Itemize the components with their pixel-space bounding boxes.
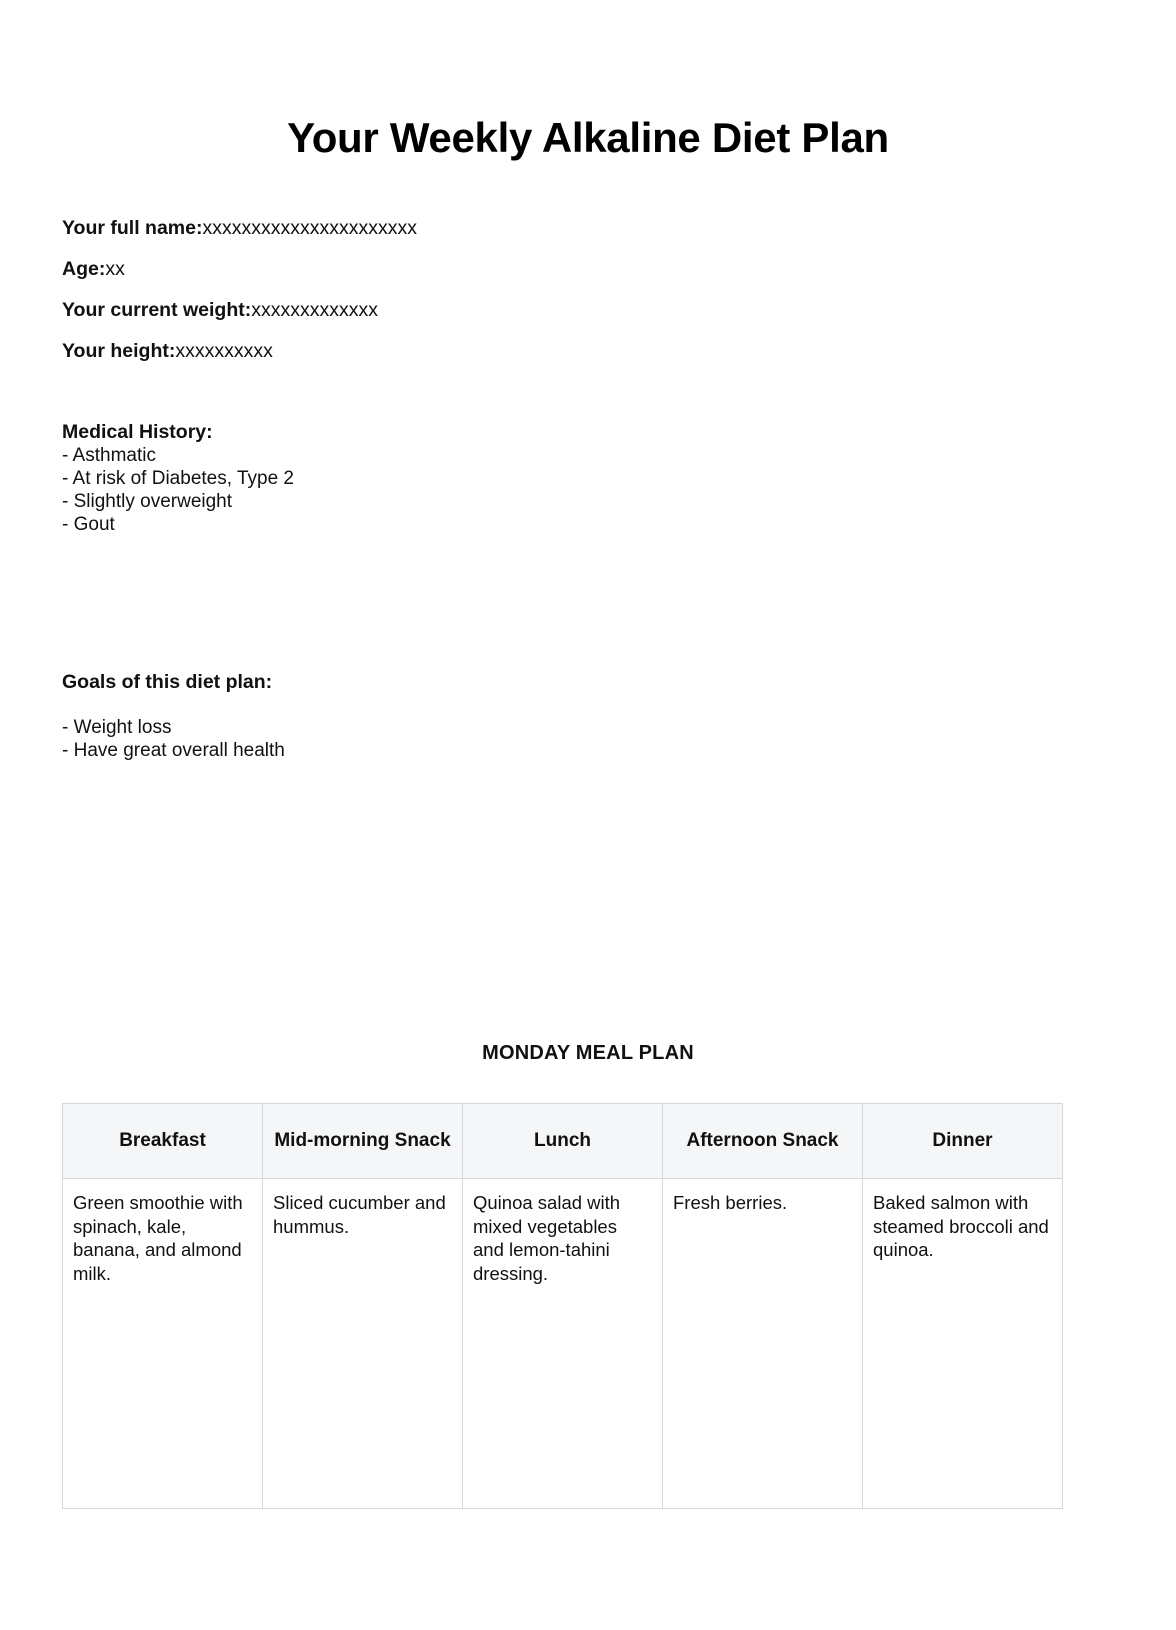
field-full-name [62,208,962,249]
cell-dinner[interactable] [863,1179,1063,1509]
cell-lunch[interactable] [463,1179,663,1509]
field-height-label: Your height: [62,340,176,362]
field-full-name-label: Your full name: [62,217,203,239]
column-header-afternoon-snack: Afternoon Snack [663,1104,863,1179]
cell-mid-morning-snack-text: Sliced cucumber and hummus. [273,1192,446,1237]
field-height-value[interactable]: xxxxxxxxxx [175,340,273,362]
field-age [62,249,962,290]
cell-afternoon-snack-text: Fresh berries. [673,1192,788,1213]
list-item: - Have great overall health [62,740,285,761]
meal-plan-table-head [63,1104,1063,1179]
goals-heading: Goals of this diet plan: [62,671,273,693]
page-title: Your Weekly Alkaline Diet Plan [287,114,889,162]
cell-mid-morning-snack[interactable] [263,1179,463,1509]
cell-lunch-text: Quinoa salad with mixed vegetables and lemon-tahini dressing. [473,1192,621,1284]
table-row [63,1179,1063,1509]
cell-afternoon-snack[interactable] [663,1179,863,1509]
list-item: - Asthmatic [62,445,156,466]
meal-plan-table-container [62,1103,1063,1509]
list-item: - At risk of Diabetes, Type 2 [62,468,294,489]
cell-dinner-text: Baked salmon with steamed broccoli and quinoa. [873,1192,1049,1260]
cell-breakfast-text: Green smoothie with spinach, kale, banana, and almond milk. [73,1192,243,1284]
field-full-name-value[interactable]: xxxxxxxxxxxxxxxxxxxxxx [202,217,417,239]
meal-plan-table-body [63,1179,1063,1509]
field-current-weight [62,290,962,331]
field-height [62,331,962,372]
medical-history-list [62,444,762,536]
list-item: - Slightly overweight [62,491,233,512]
cell-breakfast[interactable] [63,1179,263,1509]
column-header-mid-morning-snack: Mid-morning Snack [263,1104,463,1179]
medical-history-section [62,421,762,536]
meal-plan-heading: MONDAY MEAL PLAN [482,1042,694,1064]
personal-info-section [62,208,962,372]
column-header-lunch: Lunch [463,1104,663,1179]
field-age-label: Age: [62,258,106,280]
table-header-row [63,1104,1063,1179]
column-header-breakfast: Breakfast [63,1104,263,1179]
goals-list [62,716,762,762]
goals-section [62,671,762,762]
list-item: - Gout [62,514,115,535]
field-age-value[interactable]: xx [105,258,125,280]
field-current-weight-value[interactable]: xxxxxxxxxxxxx [251,299,378,321]
list-item: - Weight loss [62,717,172,738]
medical-history-heading: Medical History: [62,421,213,443]
column-header-dinner: Dinner [863,1104,1063,1179]
meal-plan-table [62,1103,1063,1509]
field-current-weight-label: Your current weight: [62,299,252,321]
